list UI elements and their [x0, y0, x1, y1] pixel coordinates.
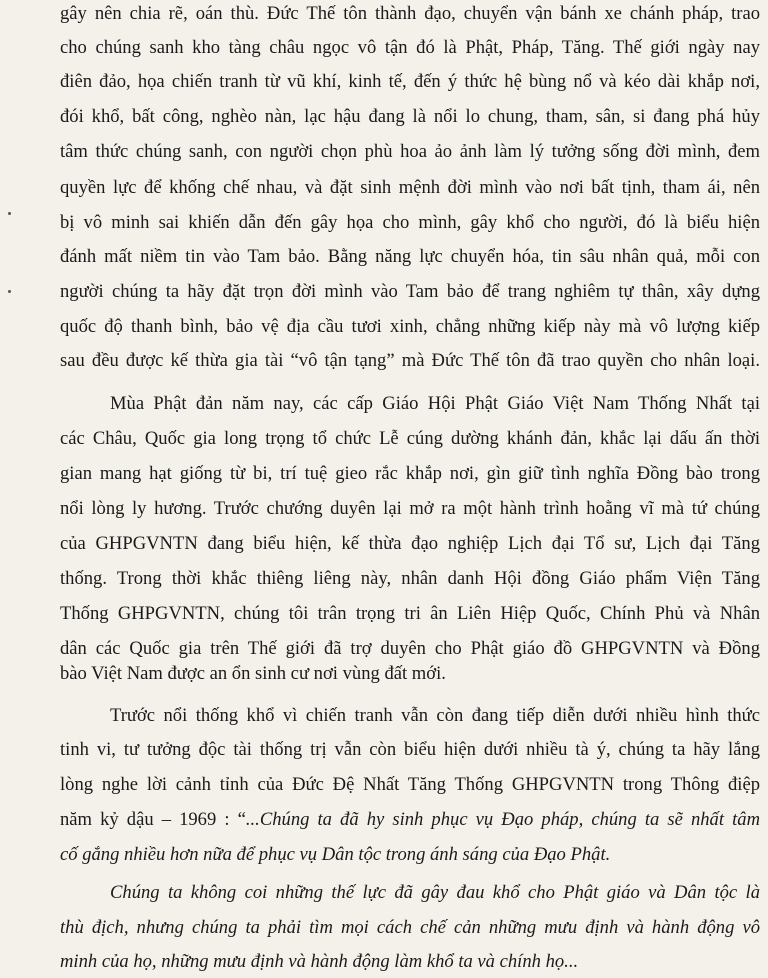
paragraph-1-line-9: người chúng ta hãy đặt trọn đời mình vào Tam bảo để trang nghiêm tự thân, xây dựng	[60, 281, 760, 302]
paragraph-1-line-11: sau đều được kế thừa gia tài “vô tận tạng” mà Đức Thế tôn đã trao quyền cho nhân loại.	[60, 350, 760, 371]
paragraph-3-line-3: lòng nghe lời cảnh tỉnh của Đức Đệ Nhất Tăng Thống GHPGVNTN trong Thông điệp	[60, 774, 760, 795]
paragraph-2-line-7: Thống GHPGVNTN, chúng tôi trân trọng tri ân Liên Hiệp Quốc, Chính Phủ và Nhân	[60, 603, 760, 624]
paragraph-1-line-6: quyền lực để khống chế nhau, và đặt sinh mệnh đời mình vào nơi bất tịnh, tham ái, nên	[60, 177, 760, 198]
paragraph-4-line-2: thù địch, nhưng chúng ta phải tìm mọi cách chế cản những mưu định và hành động vô	[60, 917, 760, 938]
paragraph-2-line-1: Mùa Phật đản năm nay, các cấp Giáo Hội Phật Giáo Việt Nam Thống Nhất tại	[110, 393, 760, 414]
paragraph-1-line-10: quốc độ thanh bình, bảo vệ địa cầu tươi xinh, chẳng những kiếp này mà vô lượng kiếp	[60, 316, 760, 337]
paragraph-2-line-5: của GHPGVNTN đang biểu hiện, kế thừa đạo nghiệp Lịch đại Tổ sư, Lịch đại Tăng	[60, 533, 760, 554]
paragraph-2-line-3: gian mang hạt giống từ bi, trí tuệ gieo rắc khắp nơi, gìn giữ tình nghĩa Đồng bào trong	[60, 463, 760, 484]
quote-intro-text: năm kỷ dậu – 1969 : “	[60, 809, 246, 830]
paragraph-2-line-4: nổi lòng ly hương. Trước chướng duyên lại mở ra một hành trình hoằng vĩ mà tứ chúng	[60, 498, 760, 519]
paragraph-1-line-1: gây nên chia rẽ, oán thù. Đức Thế tôn thành đạo, chuyển vận bánh xe chánh pháp, trao	[60, 3, 760, 24]
paragraph-1-line-2: cho chúng sanh kho tàng châu ngọc vô tận đó là Phật, Pháp, Tăng. Thế giới ngày nay	[60, 37, 760, 58]
paragraph-3-line-2: tinh vi, tư tưởng độc tài thống trị vẫn còn biểu hiện dưới nhiều tà ý, chúng ta hãy lắng	[60, 739, 760, 760]
margin-speck	[8, 290, 11, 293]
quote-start-text: ...Chúng ta đã hy sinh phục vụ Đạo pháp, chúng ta sẽ nhất tâm	[245, 809, 760, 830]
paragraph-1-line-7: bị vô minh sai khiến dẫn đến gây họa cho mình, gây khổ cho người, đó là biểu hiện	[60, 212, 760, 233]
paragraph-2-line-8: dân các Quốc gia trên Thế giới đã trợ duyên cho Phật giáo đồ GHPGVNTN và Đồng	[60, 638, 760, 659]
paragraph-1-line-8: đánh mất niềm tin vào Tam bảo. Bằng năng lực chuyển hóa, tin sâu nhân quả, mỗi con	[60, 246, 760, 267]
paragraph-3-line-1: Trước nổi thống khổ vì chiến tranh vẫn còn đang tiếp diễn dưới nhiều hình thức	[110, 705, 760, 726]
paragraph-2-line-2: các Châu, Quốc gia long trọng tổ chức Lễ cúng dường khánh đản, khắc lại dấu ấn thời	[60, 428, 760, 449]
paragraph-4-line-1: Chúng ta không coi những thế lực đã gây đau khổ cho Phật giáo và Dân tộc là	[110, 882, 760, 903]
paragraph-4-line-3: minh của họ, những mưu định và hành động làm khổ ta và chính họ...	[60, 951, 579, 972]
paragraph-1-line-4: đói khổ, bất công, nghèo nàn, lạc hậu đang là nổi lo chung, tham, sân, si đang phá hủy	[60, 106, 760, 127]
paragraph-3-line-4	[60, 804, 760, 836]
paragraph-1-line-5: tâm thức chúng sanh, con người chọn phù hoa ảo ảnh làm lý tưởng sống đời mình, đem	[60, 141, 760, 162]
paragraph-2-line-6: thống. Trong thời khắc thiêng liêng này, nhân danh Hội đồng Giáo phẩm Viện Tăng	[60, 568, 760, 589]
paragraph-2-line-9: bào Việt Nam được an ổn sinh cư nơi vùng đất mới.	[60, 663, 446, 684]
paragraph-1-line-3: điên đảo, họa chiến tranh từ vũ khí, kinh tế, đến ý thức hệ bùng nổ và kéo dài khắp nơi,	[60, 71, 760, 92]
margin-speck	[8, 212, 11, 215]
paragraph-3-quote-line: cố gắng nhiều hơn nữa để phục vụ Dân tộc trong ánh sáng của Đạo Phật.	[60, 844, 611, 865]
